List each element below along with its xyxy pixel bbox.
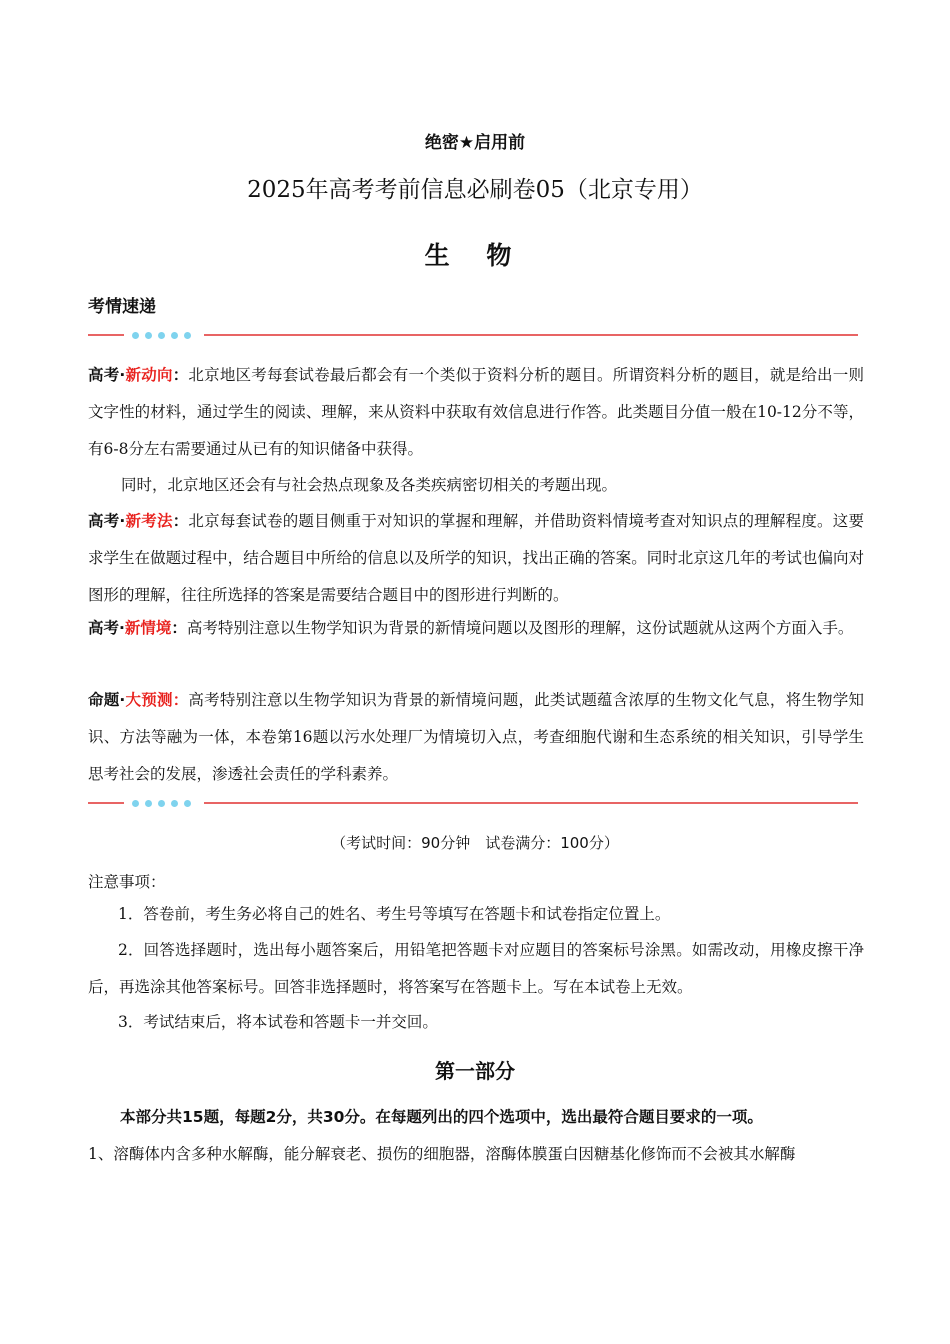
paragraph-prediction: 命题·大预测：高考特别注意以生物学知识为背景的新情境问题，此类试题蕴含浓厚的生物文化气息，将生物学知识、方法等融为一体，本卷第16题以污水处理厂为情境切入点，考查细胞代谢和生态系统的相关知识，引导学生思考社会的发展，渗透社会责任的学科素养。	[88, 691, 864, 783]
secret-label: 绝密★启用前	[424, 133, 526, 153]
paragraph-text: 高考特别注意以生物学知识为背景的新情境问题，此类试题蕴含浓厚的生物文化气息，将生物学知识、方法等融为一体，本卷第16题以污水处理厂为情境切入点，考查细胞代谢和生态系统的相关知识，引导学生思考社会的发展，渗透社会责任的学科素养。	[88, 691, 864, 783]
label-highlight: 新考法	[125, 512, 173, 530]
label-highlight: 新动向	[125, 366, 173, 384]
paragraph-text: 北京地区考每套试卷最后都会有一个类似于资料分析的题目。所谓资料分析的题目，就是给出一则文字性的材料，通过学生的阅读、理解，来从资料中获取有效信息进行作答。此类题目分值一般在10-12分不等，有6-8分左右需要通过从已有的知识储备中获得。	[88, 366, 864, 458]
label-prefix: 高考·	[88, 512, 126, 530]
label-prefix: 命题·	[88, 691, 126, 709]
label-prefix: 高考·	[88, 619, 125, 637]
part-description: 本部分共15题，每题2分，共30分。在每题列出的四个选项中，选出最符合题目要求的一项。	[120, 1108, 763, 1126]
subject-title: 生 物	[424, 241, 526, 270]
decorative-divider-bottom	[88, 797, 858, 809]
note-item: 2．回答选择题时，选出每小题答案后，用铅笔把答题卡对应题目的答案标号涂黑。如需改动，用橡皮擦干净后，再选涂其他答案标号。回答非选择题时，将答案写在答题卡上。写在本试卷上无效。	[88, 941, 864, 996]
paragraph-hot-topics: 同时，北京地区还会有与社会热点现象及各类疾病密切相关的考题出现。	[121, 476, 618, 494]
paragraph-new-method: 高考·新考法：北京每套试卷的题目侧重于对知识的掌握和理解，并借助资料情境考查对知识点的理解程度。这要求学生在做题过程中，结合题目中所给的信息以及所学的知识，找出正确的答案。同时北京这几年的考试也偏向对图形的理解，往往所选择的答案是需要结合题目中的图形进行判断的。	[88, 512, 864, 604]
notes-title: 注意事项：	[88, 873, 166, 891]
decorative-divider-top	[88, 329, 858, 341]
section-heading: 考情速递	[88, 297, 156, 317]
paragraph-text: 高考特别注意以生物学知识为背景的新情境问题以及图形的理解，这份试题就从这两个方面入手。	[186, 619, 854, 637]
paragraph-new-trend: 高考·新动向：北京地区考每套试卷最后都会有一个类似于资料分析的题目。所谓资料分析的题目，就是给出一则文字性的材料，通过学生的阅读、理解，来从资料中获取有效信息进行作答。此类题目分值一般在10-12分不等，有6-8分左右需要通过从已有的知识储备中获得。	[88, 366, 864, 458]
exam-time-info: （考试时间：90分钟 试卷满分：100分）	[331, 834, 619, 852]
part-title: 第一部分	[435, 1059, 515, 1083]
label-prefix: 高考·	[88, 366, 126, 384]
label-highlight: 新情境	[124, 619, 172, 637]
paragraph-new-context: 高考·新情境：高考特别注意以生物学知识为背景的新情境问题以及图形的理解，这份试题就从这两个方面入手。	[88, 619, 854, 637]
label-highlight: 大预测	[125, 691, 173, 709]
question-1-text: 1、溶酶体内含多种水解酶，能分解衰老、损伤的细胞器，溶酶体膜蛋白因糖基化修饰而不会被其水解酶	[88, 1145, 796, 1163]
note-item: 3．考试结束后，将本试卷和答题卡一并交回。	[118, 1013, 438, 1031]
paragraph-text: 北京每套试卷的题目侧重于对知识的掌握和理解，并借助资料情境考查对知识点的理解程度。这要求学生在做题过程中，结合题目中所给的信息以及所学的知识，找出正确的答案。同时北京这几年的考试也偏向对图形的理解，往往所选择的答案是需要结合题目中的图形进行判断的。	[88, 512, 864, 604]
exam-title: 2025年高考考前信息必刷卷05（北京专用）	[247, 177, 703, 203]
note-item: 1．答卷前，考生务必将自己的姓名、考生号等填写在答题卡和试卷指定位置上。	[118, 905, 671, 923]
